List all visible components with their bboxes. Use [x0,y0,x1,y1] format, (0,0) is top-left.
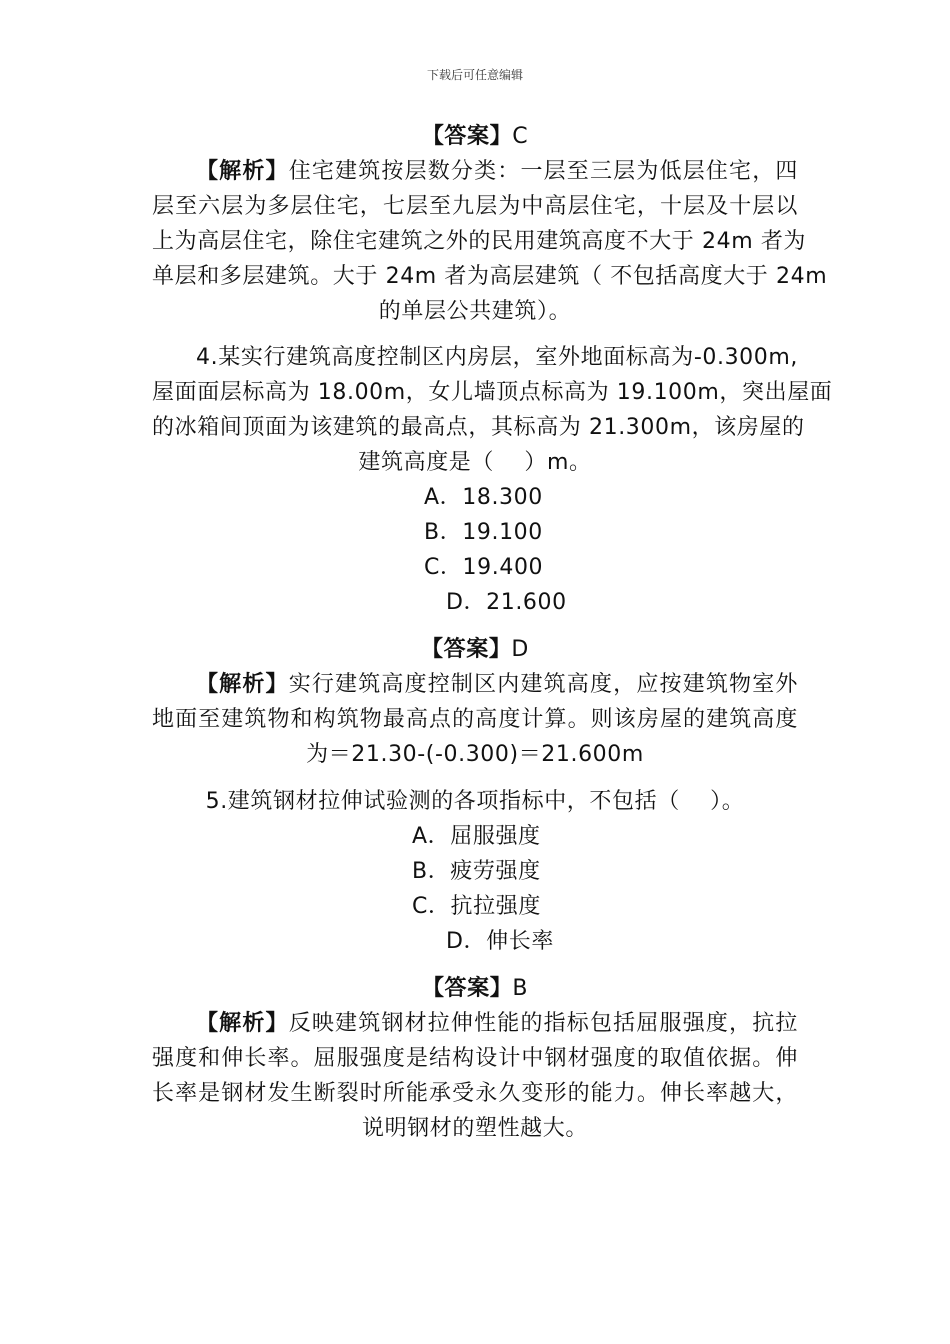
question-4-option-c: C．19.400 [424,555,544,580]
analysis-4-line-2: 地面至建筑物和构筑物最高点的高度计算。则该房屋的建筑高度 [152,707,798,732]
answer-value: B [512,976,529,1001]
question-4-line-4: 建筑高度是（ ）m。 [358,450,592,475]
analysis-4-line-1 [196,672,798,698]
answer-label: 【答案】 [421,976,513,1001]
question-5-line-1: 5.建筑钢材拉伸试验测的各项指标中，不包括（ ）。 [205,789,745,814]
analysis-text: 住宅建筑按层数分类：一层至三层为低层住宅，四 [288,159,798,184]
analysis-5-line-2: 强度和伸长率。屈服强度是结构设计中钢材强度的取值依据。伸 [152,1046,798,1071]
question-4-option-b: B．19.100 [424,520,543,545]
question-4-option-a: A．18.300 [424,485,543,510]
analysis-5-line-4: 说明钢材的塑性越大。 [361,1116,588,1141]
question-4-line-1: 4.某实行建筑高度控制区内房层，室外地面标高为-0.300m, [196,345,798,370]
answer-3 [0,124,950,150]
answer-label: 【答案】 [421,637,512,662]
analysis-4-line-3: 为＝21.30-(-0.300)＝21.600m [306,742,644,767]
question-5-option-a: A．屈服强度 [412,824,541,849]
question-5-option-d: D．伸长率 [446,929,554,954]
question-4-line-3: 的冰箱间顶面为该建筑的最高点，其标高为 21.300m，该房屋的 [152,415,805,440]
question-5-option-c: C．抗拉强度 [412,894,541,919]
analysis-label: 【解析】 [196,159,289,184]
analysis-3-line-3: 上为高层住宅，除住宅建筑之外的民用建筑高度不大于 24m 者为 [152,229,807,254]
analysis-5-line-3: 长率是钢材发生断裂时所能承受永久变形的能力。伸长率越大， [152,1081,798,1106]
question-5-option-b: B．疲劳强度 [412,859,541,884]
question-4-line-2: 屋面面层标高为 18.00m，女儿墙顶点标高为 19.100m，突出屋面 [152,380,833,405]
analysis-3-line-1 [196,159,798,185]
answer-value: C [512,124,529,149]
analysis-3-line-5: 的单层公共建筑）。 [378,299,572,324]
analysis-text: 反映建筑钢材拉伸性能的指标包括屈服强度，抗拉 [288,1011,798,1036]
analysis-label: 【解析】 [196,1011,289,1036]
answer-label: 【答案】 [421,124,513,149]
analysis-label: 【解析】 [196,672,289,697]
answer-value: D [511,637,529,662]
analysis-3-line-4: 单层和多层建筑。大于 24m 者为高层建筑（ 不包括高度大于 24m [152,264,828,289]
page-header: 下载后可任意编辑 [426,68,523,82]
analysis-5-line-1 [196,1011,798,1037]
analysis-text: 实行建筑高度控制区内建筑高度，应按建筑物室外 [288,672,798,697]
question-4-option-d: D．21.600 [446,590,567,615]
analysis-3-line-2: 层至六层为多层住宅，七层至九层为中高层住宅，十层及十层以 [152,194,798,219]
answer-4 [0,637,950,663]
answer-5 [0,976,950,1002]
